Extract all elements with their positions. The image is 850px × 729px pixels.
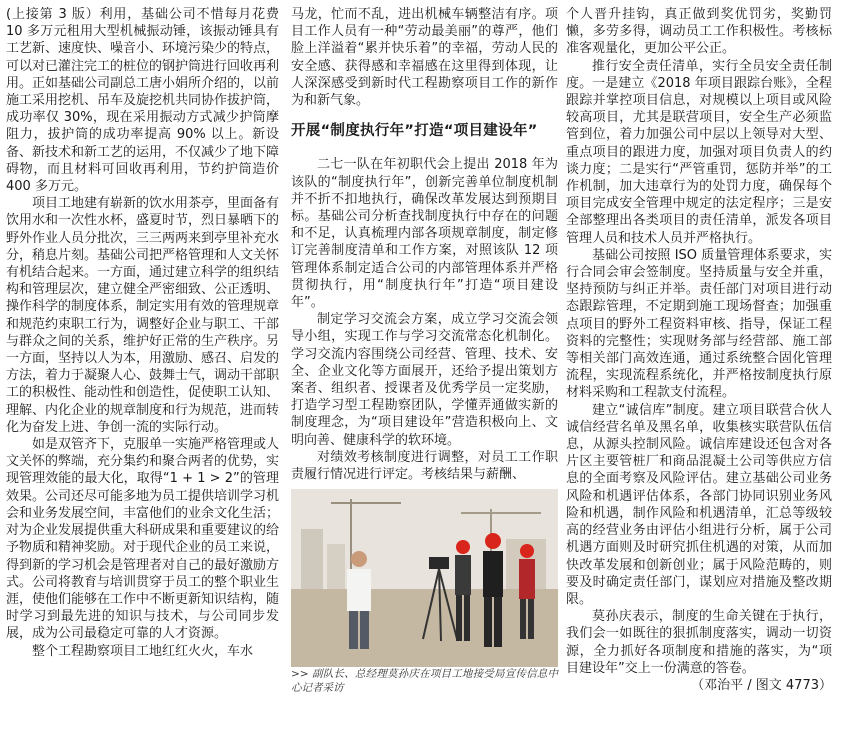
article-column-1 — [6, 6, 279, 660]
paragraph: 整个工程勘察项目工地红红火火，车水 — [32, 643, 254, 659]
construction-site-illustration — [291, 489, 558, 667]
news-photo — [291, 489, 558, 667]
author-signature: （邓治平 / 图文 4773） — [691, 677, 832, 693]
paragraph: 基础公司按照 ISO 质量管理体系要求，实行合同会审会签制度。坚持质量与安全并重，坚持预防与纠正并举。责任部门对项目进行动态跟踪管理，不定期到施工现场督查；加强重点项目的野外工程资料审核、指导，保证工程资料的完整性；实现财务部与经营部、施工部等相关部门高效连通，通过系统整合固化管理流程，实现流程系统化，并严格按制度执行原材料采购和工程款支付流程。 — [566, 247, 832, 401]
paragraph: 二七一队在年初职代会上提出 2018 年为该队的“制度执行年”，创新完善单位制度机制并不折不扣地执行，确保改革发展达到预期目标。基础公司分析查找制度执行中存在的问题和不足，认真梳理内部各项规章制度，制定修订完善制度清单和工作方案，对照该队 12 项管理体系制定适合公司的内部管理体系并严格贯彻执行，用“制度执行年”打造“项目建设年”。 — [291, 157, 558, 311]
paragraph: 项目工地建有崭新的饮水用茶亭，里面备有饮用水和一次性水杯，盛夏时节，烈日暴晒下的野外作业人员分批次，三三两两来到亭里补充水分，稍息片刻。基础公司把严格管理和人文关怀有机结合起来。一方面，通过建立科学的组织结构和管理层次，建立健全严密细致、公正透明、操作科学的制度体系，制定实用有效的管理规章和规范约束职工行为，调整好企业与职工、干部与群众之间的关系，维护好正常的生产秩序。另一方面，坚持以人为本，用激励、感召、启发的方法，着力于凝聚人心、鼓舞士气，调动干部职工的积极性、能动性和创造性，促使职工认知、理解、内化企业的规章制度和行为规范，进而转化为奋发上进、争创一流的实际行动。 — [6, 196, 280, 435]
paragraph: 马龙，忙而不乱，进出机械车辆整洁有序。项目工作人员有一种“劳动最美丽”的尊严，他们脸上洋溢着“累并快乐着”的幸福，劳动人民的安全感、获得感和幸福感在这里得到体现，让人深深感受到新时代工程勘察项目工作的新作为和新气象。 — [291, 7, 558, 109]
paragraph: 建立“诚信库”制度。建立项目联营合伙人诚信经营名单及黑名单，收集核实联营队伍信息，从源头控制风险。诚信库建设还包含对各片区主要管桩厂和商品混凝土公司等供应方信息的全面考察及风险评估。建立基础公司业务风险和机遇评估体系，各部门协同识别业务风险和机遇，制作风险和机遇清单，汇总等级较高的经营业务由评估小组进行分析，属于公司机遇方面则及时研究抓住机遇的对策，从而加快改革发展和创新创业；属于风险范畴的，则要及时确定责任部门，谋划应对措施及整改期限。 — [566, 402, 832, 607]
section-heading: 开展“制度执行年”打造“项目建设年” — [291, 123, 538, 140]
article-column-2 — [291, 6, 558, 695]
paragraph: 制定学习交流会方案，成立学习交流会领导小组，实现工作与学习交流常态化机制化。学习交流内容围绕公司经营、管理、技术、安全、企业文化等方面展开，还给予提出策划方案者、组织者、授课者及优秀学员一定奖励，打造学习型工程勘察团队，学懂弄通做实新的制度理念，为“项目建设年”营造积极向上、文明向善、健康科学的软环境。 — [291, 312, 558, 448]
paragraph: 个人晋升挂钩，真正做到奖优罚劣，奖勤罚懒，多劳多得，调动员工工作积极性。考核标准客观量化，更加公平公正。 — [566, 7, 832, 57]
photo-caption: >> 副队长、总经理莫孙庆在项目工地接受局宣传信息中心记者采访 — [291, 668, 558, 695]
article-column-3 — [566, 6, 832, 694]
paragraph: 莫孙庆表示，制度的生命关键在于执行，我们会一如既往的狠抓制度落实，调动一切资源，全力抓好各项制度和措施的落实，为“项目建设年”交上一份满意的答卷。 — [566, 609, 832, 676]
paragraph: 推行安全责任清单，实行全员安全责任制度。一是建立《2018 年项目跟踪台账》，全程跟踪并掌控项目信息，对规模以上项目或风险较高项目，尤其是联营项目，安全生产必须监管到位，着力加强公司中层以上领导对大型、重点项目的跟进力度，加强对项目负责人的约谈力度；二是实行“严管重罚，惩防并举”的工作机制，加大违章行为的处罚力度，确保每个项目完成安全管理中规定的法定程序；三是安全部整理出各类项目的责任清单，派发各项目管理人员和技术人员并严格执行。 — [566, 58, 832, 246]
news-photo-figure — [291, 489, 558, 695]
paragraph: 对绩效考核制度进行调整，对员工工作职责履行情况进行评定。考核结果与薪酬、 — [291, 449, 558, 483]
paragraph: (上接第 3 版）利用，基础公司不惜每月花费 10 多万元租用大型机械振动锤，该振动锤具有工艺新、速度快、噪音小、环境污染少的特点，可以对已灌注完工的桩位的钢护筒进行回收再利用。正如基础公司副总工唐小娟所介绍的，以前施工采用挖机、吊车及旋挖机共同协作拔护筒，成功率仅 30%，现在采用振动方式减少护筒摩阻力，拔护筒的成功率提高 90% 以上。新设备、新技术和新工艺的运用，不仅减少了地下障碍物，而且材料可回收再利用，节约护筒造价 400 多万元。 — [6, 7, 280, 195]
paragraph: 如是双管齐下，克服单一实施严格管理或人文关怀的弊端，充分集约和聚合两者的优势，实现管理效能的最大化，取得“1 + 1 > 2”的管理效果。公司还尽可能多地为员工提供培训学习机会和业务发展空间，丰富他们的业余文化生活；对为企业发展提供重大科研成果和重要建议的给予物质和精神奖励。对于现代企业的员工来说，得到新的学习机会是管理者对自己的最好激励方式。公司将教育与培训贯穿于员工的整个职业生涯，使他们能够在工作中不断更新知识结构，随时学习到最先进的知识与技术，与公司同步发展，成为公司最稳定可靠的人才资源。 — [6, 437, 280, 642]
